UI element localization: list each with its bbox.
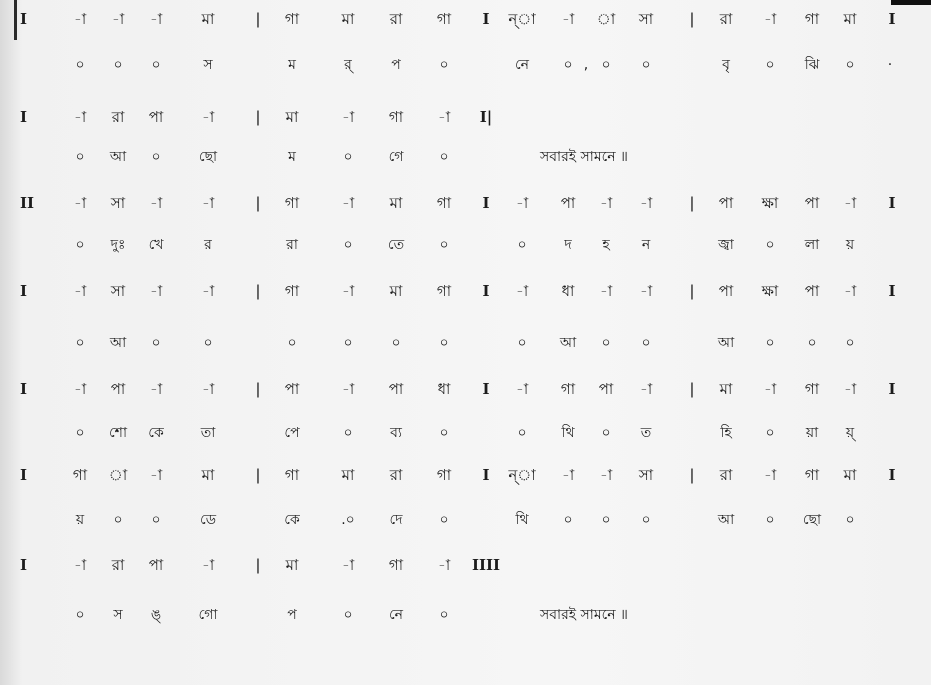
swara-note: গা xyxy=(72,466,88,484)
swara-note: -া xyxy=(73,194,87,212)
swara-note: -া xyxy=(149,466,163,484)
swara-note: ধা xyxy=(561,282,575,300)
swara-note: -া xyxy=(843,380,857,398)
bar-line: I xyxy=(482,10,490,28)
swara-note: -া xyxy=(763,466,777,484)
lyric-syllable: ০ xyxy=(563,512,573,528)
bar-line: I xyxy=(482,466,490,484)
swara-note: গা xyxy=(388,556,404,574)
bar-line: | xyxy=(255,556,261,574)
lyric-syllable: খে xyxy=(148,237,164,253)
lyric-syllable: গো xyxy=(198,607,218,623)
lyric-syllable: নে xyxy=(514,57,530,73)
bar-line: I xyxy=(20,108,28,126)
bar-line: I xyxy=(20,556,28,574)
lyric-syllable: পে xyxy=(284,425,300,441)
swara-note: -া xyxy=(639,380,653,398)
lyric-syllable: ০ xyxy=(765,335,775,351)
swara-note: -া xyxy=(341,108,355,126)
swara-note: গা xyxy=(284,194,300,212)
lyric-syllable: ০ xyxy=(517,237,527,253)
lyric-syllable: দুঃ xyxy=(110,237,126,253)
lyric-syllable: ০ xyxy=(641,335,651,351)
swara-note: মা xyxy=(341,10,355,28)
swara-note: -া xyxy=(149,282,163,300)
lyric-syllable: স xyxy=(113,607,123,623)
swara-note: -া xyxy=(73,108,87,126)
swara-note: সা xyxy=(110,282,126,300)
swara-row xyxy=(20,550,920,580)
swara-note: -া xyxy=(341,556,355,574)
lyric-syllable: ০ xyxy=(203,335,213,351)
lyric-syllable: থি xyxy=(561,425,575,441)
lyric-syllable: , xyxy=(583,57,589,73)
swara-note: রা xyxy=(389,10,403,28)
lyric-syllable: ০ xyxy=(845,512,855,528)
lyric-syllable: ০ xyxy=(601,512,611,528)
swara-note: -া xyxy=(515,380,529,398)
swara-note: -া xyxy=(341,282,355,300)
swara-note: গা xyxy=(804,10,820,28)
lyric-syllable: আ xyxy=(717,335,735,351)
swara-note: রা xyxy=(111,556,125,574)
bar-line: | xyxy=(255,380,261,398)
lyric-syllable: লা xyxy=(804,237,820,253)
lyric-syllable: ০ xyxy=(517,425,527,441)
lyric-syllable: আ xyxy=(559,335,577,351)
swara-note: গা xyxy=(436,194,452,212)
lyric-syllable: ০ xyxy=(343,425,353,441)
swara-note: -া xyxy=(201,282,215,300)
swara-note: -া xyxy=(639,194,653,212)
swara-note: -া xyxy=(149,194,163,212)
bar-line: | xyxy=(689,466,695,484)
swara-note: -া xyxy=(437,108,451,126)
lyric-syllable: ০ xyxy=(845,57,855,73)
lyric-syllable: ০ xyxy=(75,607,85,623)
swara-row xyxy=(20,276,920,306)
swara-note: সা xyxy=(110,194,126,212)
bar-line: I xyxy=(482,282,490,300)
swara-note: পা xyxy=(598,380,614,398)
swara-note: মা xyxy=(201,10,215,28)
swara-note: -া xyxy=(599,466,613,484)
swara-note: মা xyxy=(843,10,857,28)
lyric-syllable: ০ xyxy=(151,149,161,165)
lyric-syllable: ০ xyxy=(75,149,85,165)
swara-note: -া xyxy=(111,10,125,28)
lyric-syllable: ০ xyxy=(75,237,85,253)
bar-line: | xyxy=(689,282,695,300)
refrain-text: সবারই সামনে ॥ xyxy=(540,149,628,165)
lyric-syllable: নে xyxy=(388,607,404,623)
swara-note: -া xyxy=(201,556,215,574)
lyric-syllable: ০ xyxy=(517,335,527,351)
lyric-syllable: কে xyxy=(148,425,164,441)
lyric-syllable: তা xyxy=(200,425,216,441)
lyric-syllable: ০ xyxy=(343,149,353,165)
swara-note: -া xyxy=(515,194,529,212)
swara-note: ক্ষা xyxy=(761,194,779,212)
swara-note: ধা xyxy=(437,380,451,398)
lyric-syllable: ০ xyxy=(151,512,161,528)
bar-line: I xyxy=(20,10,28,28)
swara-note: পা xyxy=(804,282,820,300)
swara-note: মা xyxy=(285,108,299,126)
swara-note: া xyxy=(596,10,616,28)
lyric-syllable: ০ xyxy=(439,149,449,165)
swara-note: গা xyxy=(436,466,452,484)
swara-note: পা xyxy=(110,380,126,398)
lyric-syllable: গে xyxy=(388,149,404,165)
swara-note: গা xyxy=(560,380,576,398)
swara-note: রা xyxy=(719,466,733,484)
lyric-row xyxy=(20,600,920,630)
swara-note: -া xyxy=(341,380,355,398)
swara-row xyxy=(20,4,920,34)
swara-note: গা xyxy=(436,10,452,28)
lyric-syllable: ০ xyxy=(601,57,611,73)
lyric-syllable: ০ xyxy=(845,335,855,351)
swara-note: গা xyxy=(388,108,404,126)
swara-note: মা xyxy=(201,466,215,484)
swara-note: গা xyxy=(804,380,820,398)
swara-note: পা xyxy=(560,194,576,212)
bar-line: | xyxy=(255,108,261,126)
swara-note: -া xyxy=(73,556,87,574)
swara-note: -া xyxy=(763,10,777,28)
lyric-syllable: ০ xyxy=(75,425,85,441)
swara-note: গা xyxy=(436,282,452,300)
bar-line: I xyxy=(20,466,28,484)
lyric-syllable: ০ xyxy=(601,335,611,351)
lyric-syllable: ম xyxy=(288,57,296,73)
swara-note: -া xyxy=(437,556,451,574)
bar-line: I| xyxy=(479,108,493,126)
lyric-syllable: ডে xyxy=(200,512,216,528)
lyric-syllable: .০ xyxy=(341,512,355,528)
bar-line: I xyxy=(888,194,896,212)
swara-note: গা xyxy=(284,282,300,300)
lyric-syllable: ০ xyxy=(563,57,573,73)
lyric-syllable: ০ xyxy=(765,57,775,73)
bar-line: | xyxy=(255,194,261,212)
lyric-syllable: হি xyxy=(720,425,732,441)
swara-note: পা xyxy=(388,380,404,398)
lyric-syllable: য় xyxy=(75,512,85,528)
lyric-syllable: ঙ্ xyxy=(150,607,162,623)
lyric-syllable: ০ xyxy=(439,425,449,441)
swara-row xyxy=(20,460,920,490)
swara-note: রা xyxy=(389,466,403,484)
lyric-syllable: ০ xyxy=(439,607,449,623)
lyric-row xyxy=(20,505,920,535)
swara-note: -া xyxy=(149,380,163,398)
lyric-syllable: হ xyxy=(602,237,610,253)
lyric-syllable: ০ xyxy=(343,607,353,623)
lyric-syllable: স xyxy=(203,57,213,73)
swara-note: মা xyxy=(389,282,403,300)
lyric-syllable: দ xyxy=(564,237,572,253)
lyric-syllable: ম xyxy=(288,149,296,165)
lyric-syllable: ০ xyxy=(113,57,123,73)
lyric-syllable: র্ xyxy=(344,57,352,73)
bar-line: I xyxy=(20,380,28,398)
lyric-syllable: ০ xyxy=(641,512,651,528)
lyric-syllable: ন xyxy=(641,237,651,253)
swara-note: রা xyxy=(719,10,733,28)
bar-line: I xyxy=(888,282,896,300)
swara-note: পা xyxy=(718,194,734,212)
swara-note: -া xyxy=(515,282,529,300)
bar-line: I xyxy=(20,282,28,300)
bar-line: IIII xyxy=(471,556,501,574)
lyric-syllable: কে xyxy=(284,512,300,528)
swara-note: -া xyxy=(73,380,87,398)
lyric-syllable: বৃ xyxy=(722,57,730,73)
swara-note: -া xyxy=(341,194,355,212)
lyric-syllable: থি xyxy=(515,512,529,528)
swara-note: -া xyxy=(763,380,777,398)
swara-note: -া xyxy=(73,10,87,28)
lyric-syllable: রা xyxy=(286,237,298,253)
lyric-syllable: ০ xyxy=(601,425,611,441)
lyric-syllable: ০ xyxy=(75,335,85,351)
swara-note: -া xyxy=(843,194,857,212)
swara-note: গা xyxy=(804,466,820,484)
swara-note: পা xyxy=(148,556,164,574)
lyric-syllable: ০ xyxy=(765,512,775,528)
lyric-syllable: আ xyxy=(717,512,735,528)
lyric-syllable: ত xyxy=(640,425,652,441)
bar-line: | xyxy=(689,10,695,28)
lyric-syllable: ০ xyxy=(765,425,775,441)
lyric-syllable: জ্বা xyxy=(718,237,734,253)
lyric-syllable: ব্য xyxy=(390,425,402,441)
lyric-row xyxy=(20,328,920,358)
swara-note: সা xyxy=(638,10,654,28)
lyric-syllable: ০ xyxy=(641,57,651,73)
swara-note: পা xyxy=(148,108,164,126)
lyric-row xyxy=(20,418,920,448)
lyric-row xyxy=(20,230,920,260)
swara-note: -া xyxy=(73,282,87,300)
lyric-syllable: ০ xyxy=(439,512,449,528)
lyric-syllable: ০ xyxy=(287,335,297,351)
lyric-syllable: শো xyxy=(108,425,128,441)
lyric-syllable: আ xyxy=(109,335,127,351)
bar-line: | xyxy=(255,10,261,28)
swara-note: -া xyxy=(843,282,857,300)
lyric-syllable: ০ xyxy=(343,237,353,253)
swara-note: -া xyxy=(201,194,215,212)
scan-edge-mark xyxy=(14,0,17,40)
lyric-syllable: ছো xyxy=(802,512,822,528)
lyric-syllable: ছো xyxy=(198,149,218,165)
swara-note: -া xyxy=(599,282,613,300)
lyric-syllable: ঝি xyxy=(804,57,820,73)
swara-row xyxy=(20,102,920,132)
lyric-syllable: দে xyxy=(389,512,403,528)
lyric-syllable: ০ xyxy=(439,57,449,73)
lyric-syllable: ০ xyxy=(391,335,401,351)
swara-note: -া xyxy=(561,10,575,28)
bar-line: I xyxy=(888,380,896,398)
lyric-syllable: য়া xyxy=(805,425,819,441)
swara-note: মা xyxy=(719,380,733,398)
lyric-syllable: ০ xyxy=(807,335,817,351)
bar-line: II xyxy=(20,194,35,212)
swara-note: -া xyxy=(639,282,653,300)
bar-line: | xyxy=(689,380,695,398)
swara-row xyxy=(20,188,920,218)
bar-line: I xyxy=(482,194,490,212)
swara-note: পা xyxy=(284,380,300,398)
swara-note: সা xyxy=(638,466,654,484)
swara-note: পা xyxy=(718,282,734,300)
lyric-syllable: · xyxy=(887,57,893,73)
swara-note: ক্ষা xyxy=(761,282,779,300)
swara-note: পা xyxy=(804,194,820,212)
lyric-syllable: ০ xyxy=(765,237,775,253)
bar-line: | xyxy=(255,466,261,484)
swara-note: -া xyxy=(149,10,163,28)
lyric-syllable: প xyxy=(391,57,401,73)
swara-note: -া xyxy=(201,380,215,398)
lyric-syllable: য়্ xyxy=(845,425,855,441)
lyric-syllable: তে xyxy=(387,237,405,253)
swara-note: মা xyxy=(389,194,403,212)
bar-line: I xyxy=(888,466,896,484)
lyric-syllable: ০ xyxy=(151,57,161,73)
swara-note: গা xyxy=(284,10,300,28)
lyric-syllable: প xyxy=(287,607,297,623)
swara-note: ন্া xyxy=(508,10,536,28)
lyric-syllable: ০ xyxy=(439,335,449,351)
bar-line: I xyxy=(482,380,490,398)
swara-note: -া xyxy=(561,466,575,484)
bar-line: | xyxy=(689,194,695,212)
lyric-syllable: ০ xyxy=(75,57,85,73)
lyric-syllable: ০ xyxy=(151,335,161,351)
swara-note: মা xyxy=(285,556,299,574)
lyric-syllable: ০ xyxy=(113,512,123,528)
lyric-syllable: আ xyxy=(109,149,127,165)
swara-row xyxy=(20,374,920,404)
swara-note: মা xyxy=(341,466,355,484)
swara-note: গা xyxy=(284,466,300,484)
lyric-row xyxy=(20,142,920,172)
swara-note: ন্া xyxy=(508,466,536,484)
swara-note: -া xyxy=(201,108,215,126)
swara-note: রা xyxy=(111,108,125,126)
bar-line: | xyxy=(255,282,261,300)
refrain-text: সবারই সামনে ॥ xyxy=(540,607,628,623)
swara-note: -া xyxy=(599,194,613,212)
swara-note: মা xyxy=(843,466,857,484)
bar-line: I xyxy=(888,10,896,28)
swara-note: া xyxy=(108,466,128,484)
lyric-row xyxy=(20,50,920,80)
lyric-syllable: ০ xyxy=(343,335,353,351)
lyric-syllable: ০ xyxy=(439,237,449,253)
lyric-syllable: য় xyxy=(845,237,855,253)
lyric-syllable: র xyxy=(204,237,212,253)
